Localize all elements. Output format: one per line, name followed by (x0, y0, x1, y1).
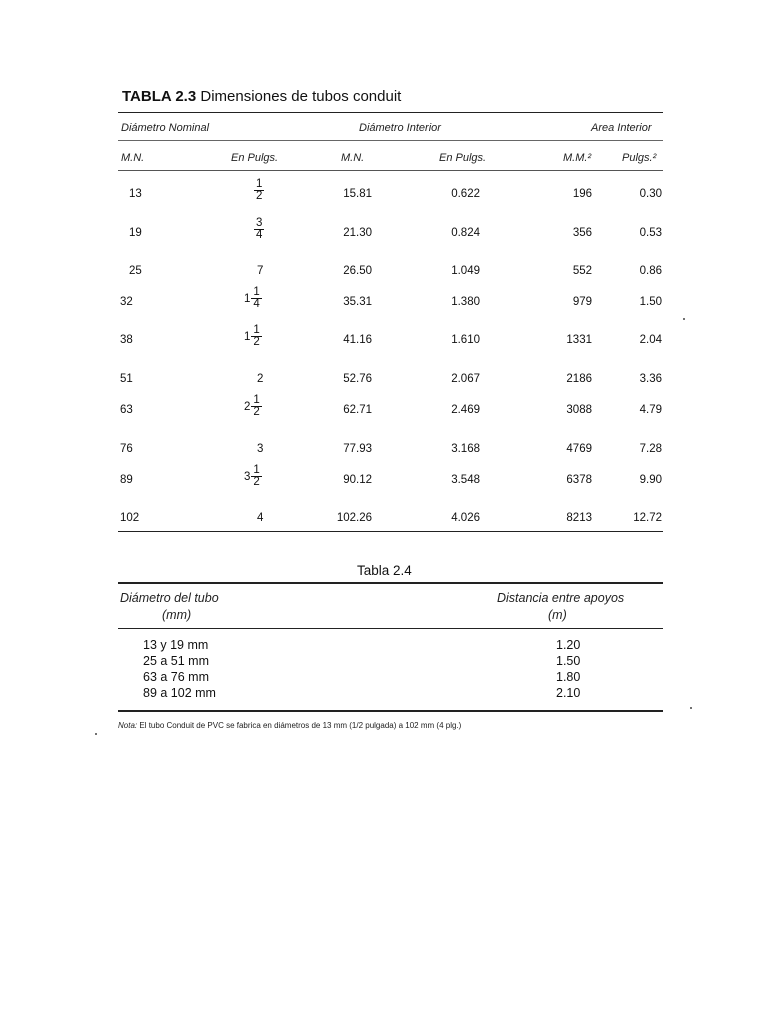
cell-nominal-pulgs: 4 (257, 512, 264, 524)
header-distancia-apoyos: Distancia entre apoyos (497, 591, 625, 605)
cell-nominal-mn: 76 (120, 443, 133, 455)
table-2-3-group-rule (118, 140, 663, 141)
cell-interior-pulgs: 0.622 (451, 188, 480, 200)
fraction-whole: 3 (244, 470, 251, 483)
fraction-denominator: 2 (253, 406, 260, 418)
cell-nominal-mn: 25 (129, 265, 142, 277)
cell-interior-mn: 102.26 (336, 512, 372, 524)
cell-area-mm2: 196 (572, 188, 592, 200)
note-text: El tubo Conduit de PVC se fabrica en diámetros de 13 mm (1/2 pulgada) a 102 mm (4 plg.) (139, 721, 462, 730)
fraction-denominator: 4 (256, 229, 263, 241)
fraction-denominator: 2 (256, 190, 263, 202)
cell-interior-mn: 62.71 (343, 404, 372, 416)
cell-interior-mn: 26.50 (343, 265, 372, 277)
fraction-stack (251, 465, 261, 488)
cell-area-mm2: 8213 (566, 512, 592, 524)
cell-area-mm2: 356 (572, 227, 592, 239)
header-distancia-apoyos-unit: (m) (548, 608, 567, 622)
table-2-3-number: TABLA 2.3 (122, 88, 197, 105)
table-2-3-caption: Dimensiones de tubos conduit (200, 88, 402, 105)
fraction-numerator: 1 (253, 394, 260, 406)
cell-diametro-tubo: 89 a 102 mm (143, 686, 216, 700)
fraction-numerator: 3 (256, 217, 263, 229)
cell-nominal-mn: 63 (120, 404, 133, 416)
cell-interior-mn: 52.76 (343, 373, 372, 385)
cell-nominal-mn: 89 (120, 474, 133, 486)
cell-area-pulgs2: 1.50 (639, 296, 662, 308)
cell-interior-pulgs: 0.824 (451, 227, 480, 239)
header-diametro-nominal: Diámetro Nominal (121, 122, 210, 134)
cell-area-mm2: 1331 (566, 334, 592, 346)
header-diametro-interior: Diámetro Interior (359, 122, 441, 134)
cell-area-pulgs2: 4.79 (639, 404, 662, 416)
scan-speck (683, 318, 685, 320)
subheader-mn-nominal: M.N. (121, 152, 145, 164)
header-diametro-tubo: Diámetro del tubo (120, 591, 219, 605)
cell-nominal-mn: 32 (120, 296, 133, 308)
cell-interior-mn: 15.81 (343, 188, 372, 200)
cell-interior-pulgs: 1.380 (451, 296, 480, 308)
cell-area-pulgs2: 2.04 (639, 334, 662, 346)
table-2-3-bottom-rule (118, 531, 663, 532)
cell-interior-mn: 21.30 (343, 227, 372, 239)
cell-interior-mn: 41.16 (343, 334, 372, 346)
fraction-numerator: 1 (256, 178, 263, 190)
cell-distancia-apoyos: 1.50 (556, 654, 581, 668)
table-2-3-title (122, 88, 401, 105)
table-2-3-header-rule (118, 170, 663, 171)
cell-interior-pulgs: 4.026 (451, 512, 480, 524)
fraction-whole: 2 (244, 400, 251, 413)
cell-area-pulgs2: 0.86 (639, 265, 662, 277)
cell-area-pulgs2: 7.28 (639, 443, 662, 455)
fraction-stack (254, 218, 264, 241)
subheader-mm2-area: M.M.² (563, 152, 592, 164)
subheader-pulgs-interior: En Pulgs. (439, 152, 487, 164)
cell-interior-pulgs: 2.067 (451, 373, 480, 385)
cell-area-pulgs2: 0.30 (639, 188, 662, 200)
scan-speck (690, 707, 692, 709)
fraction-numerator: 1 (253, 324, 260, 336)
cell-area-mm2: 979 (572, 296, 592, 308)
cell-nominal-mn: 13 (129, 188, 142, 200)
cell-interior-mn: 90.12 (343, 474, 372, 486)
cell-interior-pulgs: 3.168 (451, 443, 480, 455)
cell-area-mm2: 552 (572, 265, 592, 277)
fraction-stack (254, 179, 264, 202)
cell-area-mm2: 6378 (566, 474, 592, 486)
header-diametro-tubo-unit: (mm) (162, 608, 192, 622)
cell-nominal-pulgs: 2 (257, 373, 264, 385)
table-2-3-top-rule (118, 112, 663, 113)
subheader-pulgs-nominal: En Pulgs. (231, 152, 279, 164)
fraction-denominator: 4 (253, 298, 260, 310)
fraction-stack (251, 287, 261, 310)
cell-nominal-mn: 19 (129, 227, 142, 239)
cell-nominal-pulgs-fraction (244, 395, 262, 418)
cell-interior-pulgs: 2.469 (451, 404, 480, 416)
cell-distancia-apoyos: 2.10 (556, 686, 581, 700)
cell-nominal-pulgs-fraction (254, 218, 264, 241)
fraction-stack (251, 395, 261, 418)
cell-area-mm2: 2186 (566, 373, 592, 385)
fraction-denominator: 2 (253, 476, 260, 488)
cell-area-pulgs2: 3.36 (639, 373, 662, 385)
table-2-4-bottom-rule (118, 710, 663, 712)
cell-diametro-tubo: 63 a 76 mm (143, 670, 210, 684)
cell-nominal-mn: 102 (120, 512, 140, 524)
cell-interior-mn: 35.31 (343, 296, 372, 308)
cell-area-pulgs2: 9.90 (639, 474, 662, 486)
cell-diametro-tubo: 25 a 51 mm (143, 654, 210, 668)
cell-interior-pulgs: 3.548 (451, 474, 480, 486)
fraction-numerator: 1 (253, 286, 260, 298)
cell-area-mm2: 3088 (566, 404, 592, 416)
fraction-whole: 1 (244, 292, 251, 305)
header-area-interior: Area Interior (591, 122, 652, 134)
subheader-pulgs2-area: Pulgs.² (622, 152, 657, 164)
cell-nominal-pulgs-fraction (244, 287, 262, 310)
table-2-4-header-rule (118, 628, 663, 629)
cell-nominal-mn: 38 (120, 334, 133, 346)
cell-nominal-pulgs-fraction (254, 179, 264, 202)
table-2-4-note (118, 721, 461, 730)
fraction-whole: 1 (244, 330, 251, 343)
table-2-4-title: Tabla 2.4 (357, 563, 412, 578)
cell-distancia-apoyos: 1.20 (556, 638, 581, 652)
cell-interior-mn: 77.93 (343, 443, 372, 455)
cell-area-pulgs2: 0.53 (639, 227, 662, 239)
table-2-4-top-rule (118, 582, 663, 584)
cell-diametro-tubo: 13 y 19 mm (143, 638, 209, 652)
cell-nominal-mn: 51 (120, 373, 133, 385)
cell-nominal-pulgs-fraction (244, 465, 262, 488)
cell-interior-pulgs: 1.049 (451, 265, 480, 277)
cell-area-mm2: 4769 (566, 443, 592, 455)
note-lead: Nota: (118, 721, 138, 730)
cell-area-pulgs2: 12.72 (633, 512, 662, 524)
scan-speck (95, 733, 97, 735)
cell-nominal-pulgs: 3 (257, 443, 264, 455)
fraction-denominator: 2 (253, 336, 260, 348)
subheader-mn-interior: M.N. (341, 152, 365, 164)
cell-nominal-pulgs: 7 (257, 265, 264, 277)
cell-nominal-pulgs-fraction (244, 325, 262, 348)
fraction-numerator: 1 (253, 464, 260, 476)
cell-distancia-apoyos: 1.80 (556, 670, 581, 684)
cell-interior-pulgs: 1.610 (451, 334, 480, 346)
fraction-stack (251, 325, 261, 348)
